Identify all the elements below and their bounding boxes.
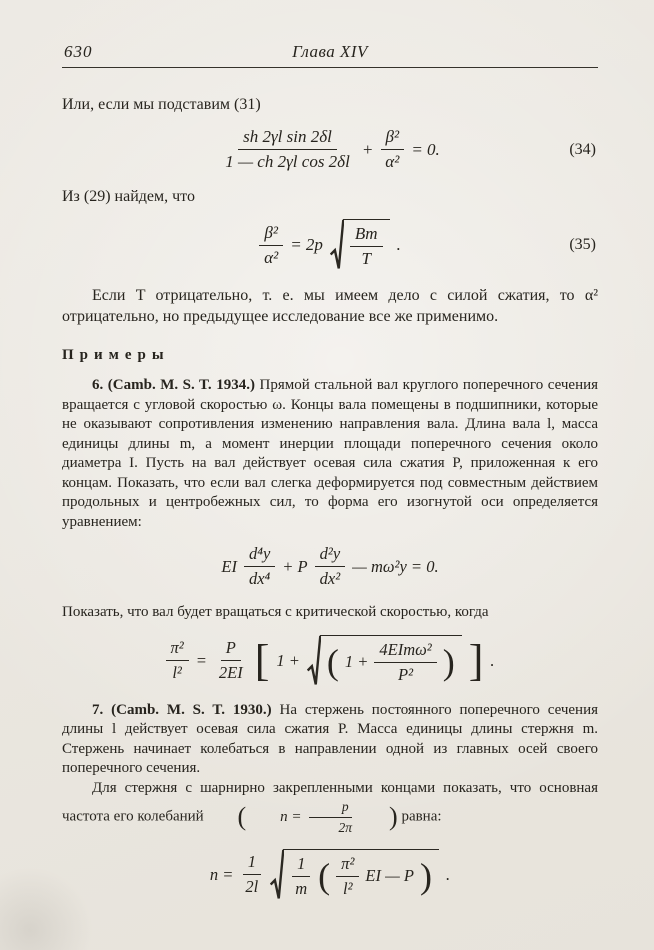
- plus-operator: +: [361, 139, 374, 159]
- equation-frequency-content: [210, 849, 450, 901]
- header-rule: [62, 67, 598, 68]
- right-paren: ): [442, 642, 455, 683]
- equation-35-content: [259, 219, 401, 271]
- problem-7-paragraph-2: [62, 779, 598, 837]
- left-paren: (: [318, 856, 331, 897]
- fraction-numerator: Bm: [350, 224, 383, 247]
- fraction-numerator: β²: [259, 223, 283, 246]
- note-paragraph: Если T отрицательно, т. е. мы имеем дело с силой сжатия, то α² отрицательно, но предыдущее исследование все же применимо.: [62, 287, 598, 326]
- left-bracket: [: [254, 635, 270, 685]
- equation-number: (34): [569, 140, 596, 158]
- problem-6-paragraph: [62, 376, 598, 532]
- problem-7-text-2-before: Для стержня с шарнирно закрепленными концами показать, что основная частота его колебаний: [62, 779, 598, 825]
- fraction-denominator: 2π: [338, 819, 353, 835]
- fraction: [220, 127, 355, 172]
- problem-6-text: Прямой стальной вал круглого поперечного сечения вращается с угловой скоростью ω. Концы вала помещены в подшипники, которые не оказывают сопротивления изменению направления вала. Длина вала l, масса единицы длины m, а момент инерции площади поперечного сечения около диаметра I. Пусть на вал действует осевая сила сжатия P, приложенная к его концам. Показать, что если вал слегка деформируется под совместным действием продольных и центробежных сил, то форма его изогнутой оси определяется уравнением:: [62, 377, 599, 530]
- right-bracket: ]: [468, 635, 484, 685]
- problem-7-source: (Camb. M. S. T. 1930.): [111, 701, 272, 718]
- fraction-denominator: m: [295, 878, 308, 898]
- radical-sign-icon: [270, 849, 284, 901]
- fraction-numerator: p: [309, 798, 352, 818]
- n-equals: n =: [280, 808, 302, 825]
- radical-sign-icon: [330, 219, 344, 271]
- equation-35: [62, 219, 598, 271]
- square-root: [330, 219, 390, 271]
- period: .: [445, 864, 451, 884]
- square-root: [307, 635, 462, 687]
- fraction: [350, 224, 383, 269]
- equation-shaft: [62, 544, 598, 589]
- fraction-denominator: T: [361, 249, 371, 269]
- left-paren: (: [326, 642, 339, 683]
- fraction-denominator: 2l: [245, 877, 259, 897]
- fraction: [290, 854, 312, 899]
- right-paren: ): [419, 856, 432, 897]
- fraction: [374, 640, 436, 685]
- fraction: [336, 854, 359, 899]
- fraction-denominator: 2EI: [218, 663, 243, 683]
- problem-6-number: 6.: [92, 377, 104, 394]
- fraction: [214, 638, 248, 683]
- problem-6-source: (Camb. M. S. T. 1934.): [107, 377, 255, 394]
- fraction-numerator: 4EImω²: [374, 640, 436, 663]
- problem-7-text: На стержень постоянного поперечного сечения длины l действует осевая сила сжатия P. Масса единицы длины стержня m. Стержень начинает колебаться в направлении одной из главных осей своего поперечного сечения.: [62, 701, 599, 777]
- fraction-denominator: P²: [398, 664, 414, 684]
- inner-one-plus-term: 1 +: [344, 652, 369, 672]
- fraction-denominator: l²: [343, 878, 353, 898]
- fraction: [259, 223, 283, 268]
- fraction-numerator: d²y: [315, 544, 346, 567]
- equation-34: [62, 127, 598, 172]
- page-number: 630: [64, 42, 93, 61]
- square-root: [270, 849, 439, 901]
- from-29-line: Из (29) найдем, что: [62, 188, 195, 206]
- equation-critical-speed: [62, 635, 598, 687]
- left-paren: (: [237, 802, 247, 832]
- radicand: [283, 849, 439, 901]
- fraction-denominator: α²: [385, 152, 400, 172]
- fraction-denominator: l²: [172, 663, 182, 683]
- fraction: [315, 544, 346, 589]
- one-plus-term: 1 +: [276, 650, 300, 670]
- period: .: [396, 235, 401, 255]
- fraction-numerator: P: [221, 638, 241, 661]
- intro-line: Или, если мы подставим (31): [62, 96, 261, 113]
- period: .: [490, 650, 495, 670]
- fraction-numerator: π²: [166, 638, 189, 661]
- problem-7-number: 7.: [92, 701, 104, 718]
- term-plus-P: + P: [282, 556, 308, 576]
- equals-term: = 2p: [290, 235, 323, 255]
- inline-frequency-formula: [207, 798, 397, 836]
- equation-critical-speed-content: [166, 635, 495, 687]
- equation-shaft-content: [221, 544, 438, 589]
- fraction: [166, 638, 189, 683]
- fraction: [380, 127, 404, 172]
- fraction: [244, 544, 275, 589]
- term-tail: — mω²y = 0.: [352, 556, 439, 576]
- term-tail: EI — P: [365, 866, 414, 886]
- right-paren: ): [389, 802, 398, 832]
- fraction: [240, 852, 263, 897]
- fraction-numerator: sh 2γl sin 2δl: [238, 127, 337, 150]
- equals-sign: =: [195, 650, 207, 670]
- fraction-denominator: α²: [264, 247, 279, 267]
- fraction-denominator: dx²: [319, 569, 341, 589]
- chapter-title: Глава XIV: [292, 42, 368, 61]
- equals-zero: = 0.: [411, 139, 440, 159]
- problem-6-show-text: Показать, что вал будет вращаться с критической скоростью, когда: [62, 604, 489, 621]
- equation-frequency: [62, 849, 598, 901]
- problem-7-text-2-after: равна:: [401, 808, 442, 825]
- examples-heading: Примеры: [62, 347, 170, 364]
- radicand: [320, 635, 462, 687]
- equation-number: (35): [569, 236, 596, 254]
- n-equals: n =: [209, 864, 234, 884]
- fraction: [306, 798, 356, 836]
- equation-34-content: [220, 127, 440, 172]
- term-EI: EI: [221, 556, 237, 576]
- fraction-denominator: dx⁴: [248, 569, 271, 589]
- fraction-numerator: 1: [292, 854, 310, 877]
- problem-7-paragraph: [62, 701, 598, 779]
- fraction-numerator: π²: [336, 854, 359, 877]
- radical-sign-icon: [307, 635, 321, 687]
- fraction-numerator: 1: [243, 852, 261, 875]
- page-header: [62, 42, 598, 64]
- fraction-numerator: β²: [381, 127, 405, 150]
- fraction-numerator: d⁴y: [244, 544, 275, 567]
- radicand: [343, 219, 390, 271]
- fraction-denominator: 1 — ch 2γl cos 2δl: [225, 152, 350, 172]
